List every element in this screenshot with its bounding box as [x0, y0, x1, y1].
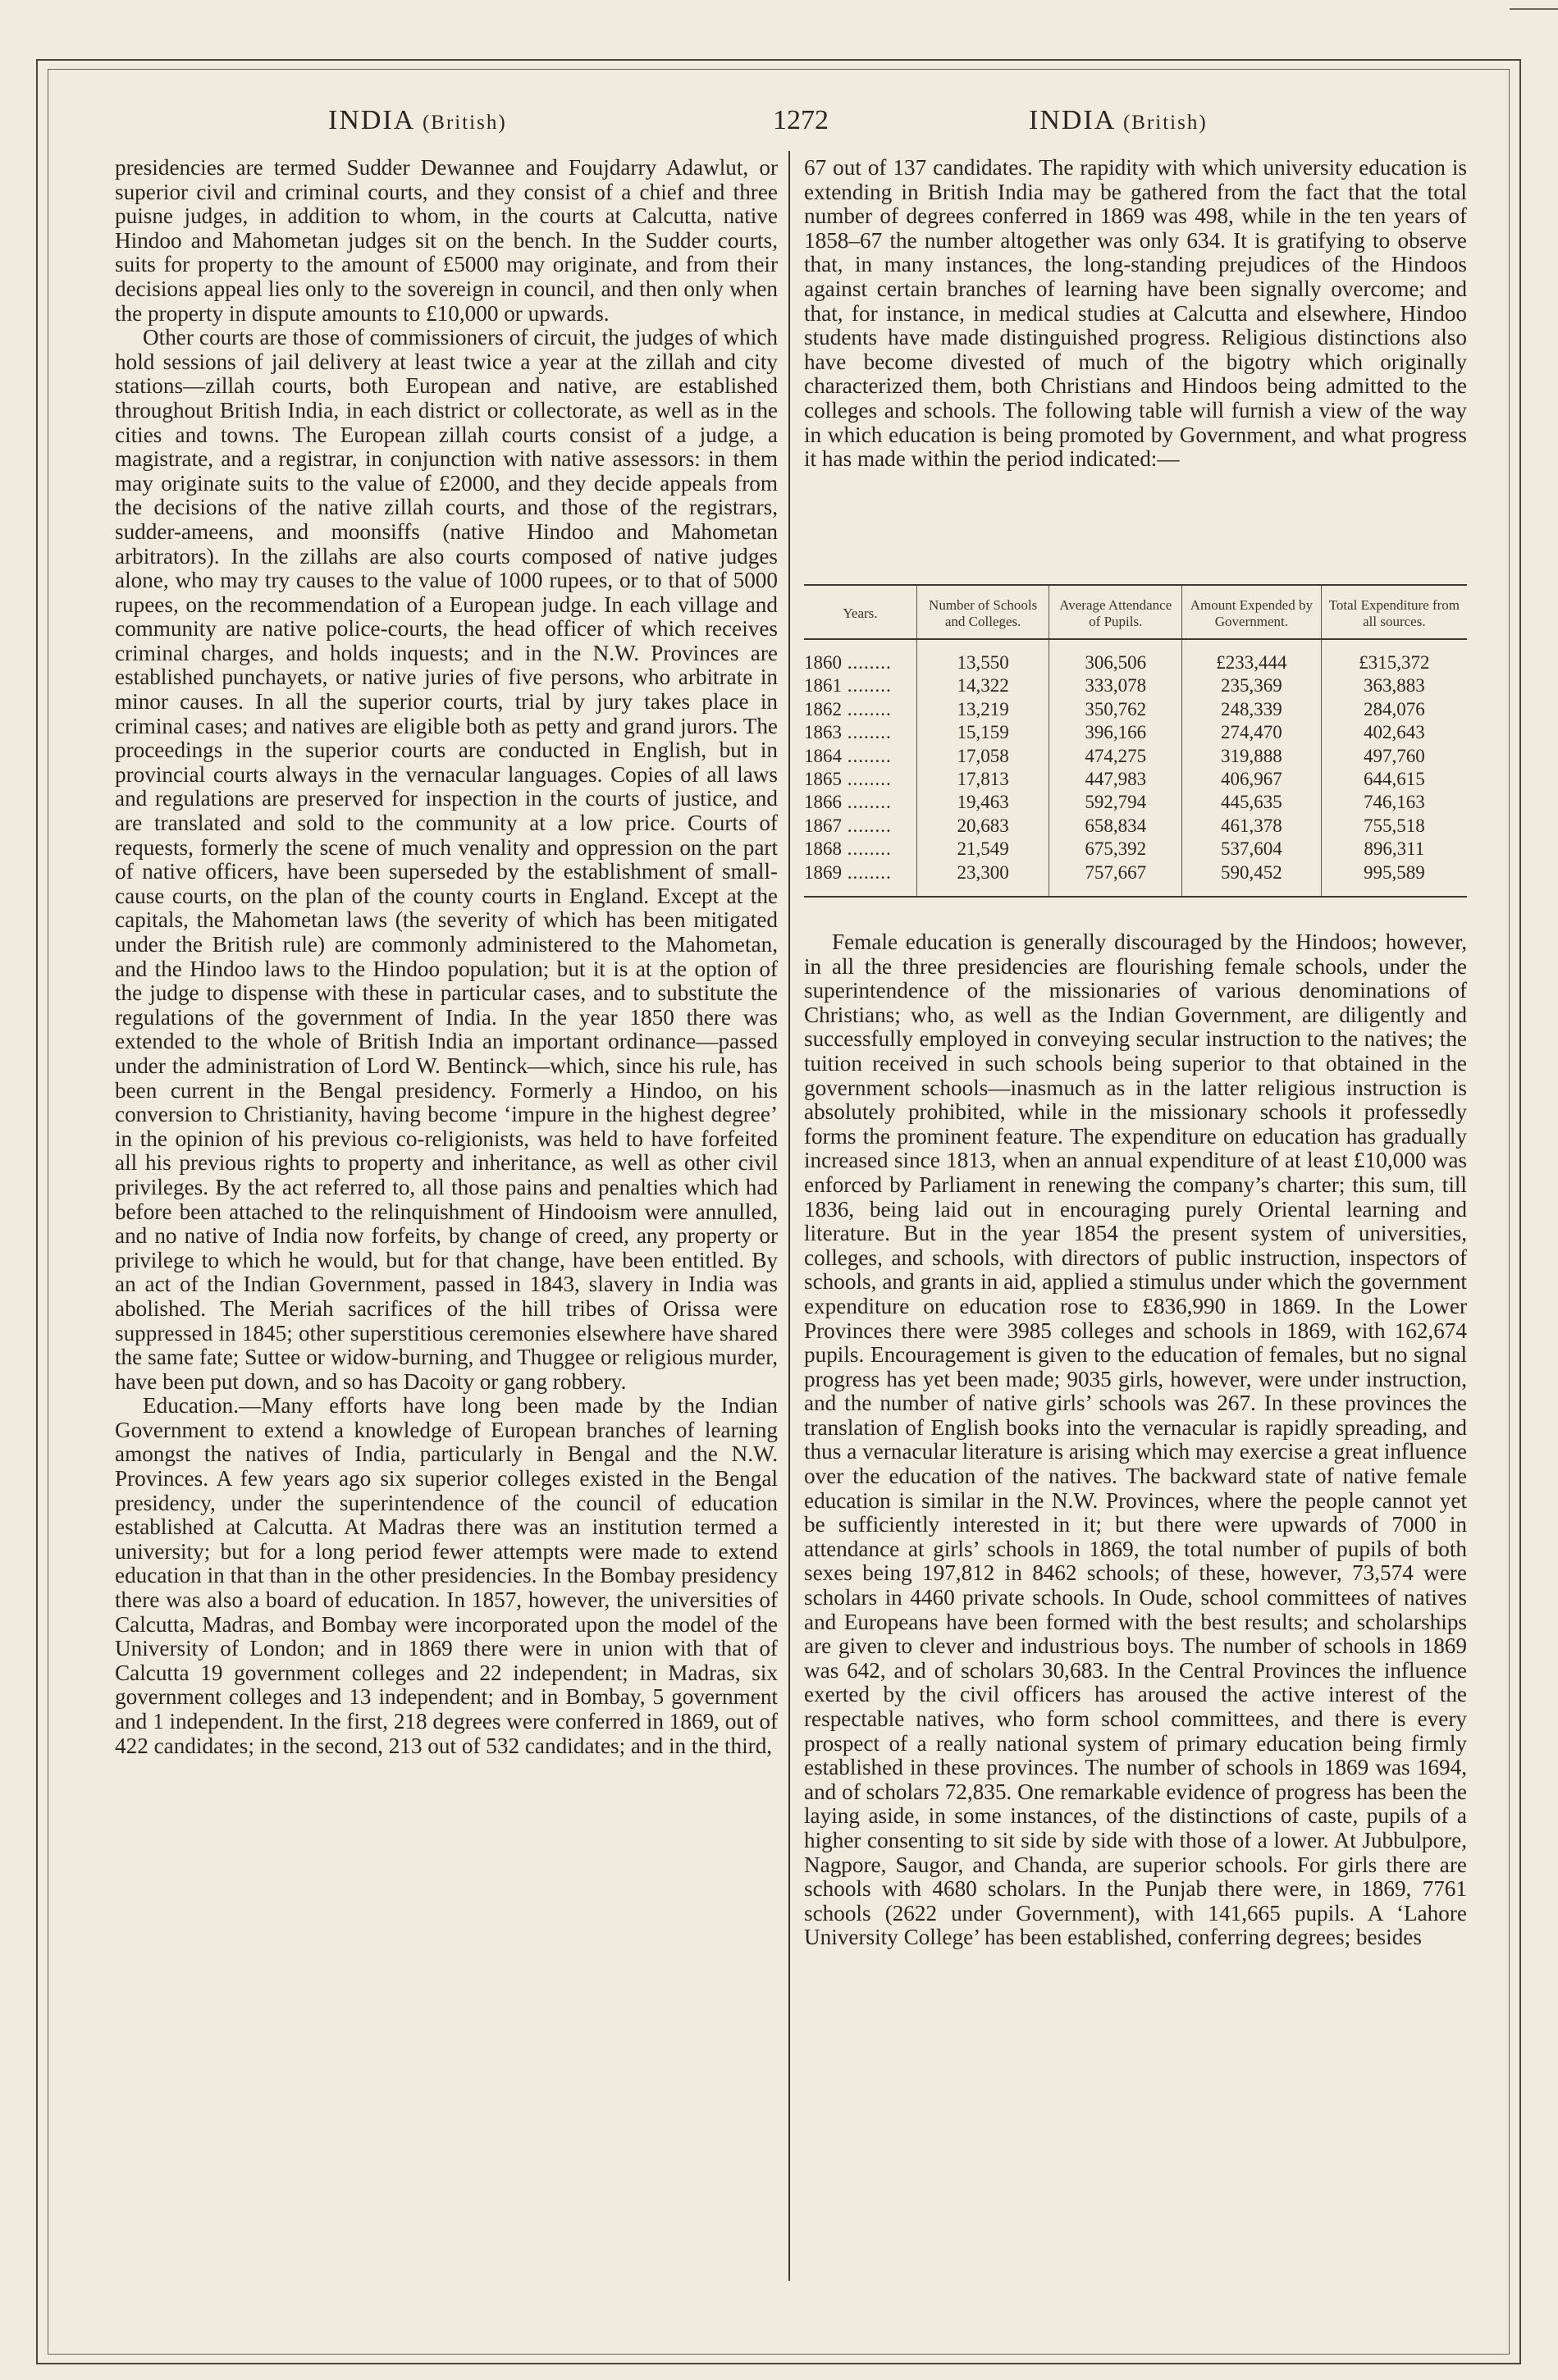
- running-head-right-sub: (British): [1122, 112, 1208, 134]
- table-row: [804, 838, 1467, 861]
- page-number: 1272: [773, 105, 829, 135]
- table-cell: 1862 .....: [804, 698, 916, 721]
- table-cell: 474,275: [1049, 745, 1182, 768]
- table-cell: 675,392: [1049, 838, 1182, 861]
- column-header: Total Expenditure from all sources.: [1321, 585, 1467, 639]
- table-row: [804, 721, 1467, 744]
- page-header: [82, 97, 1477, 146]
- table-cell: 746,163: [1321, 791, 1467, 814]
- table-cell: 363,883: [1321, 674, 1467, 697]
- table-cell: 319,888: [1182, 745, 1322, 768]
- table-row: [804, 674, 1467, 697]
- table-cell: 1863 .....: [804, 721, 916, 744]
- table-cell: 13,550: [916, 639, 1049, 674]
- table-cell: 402,643: [1321, 721, 1467, 744]
- table-row: [804, 861, 1467, 897]
- table-cell: 284,076: [1321, 698, 1467, 721]
- table-cell: 274,470: [1182, 721, 1322, 744]
- paragraph: 67 out of 137 candidates. The rapidity with which university education is extending in British India may be gathered from the fact that the total number of degrees conferred in 1869 was 498, while in the ten years of 1858–67 the number altogether was only 634. It is gratifying to observe that, in many instances, the long-standing prejudices of the Hindoos against certain branches of learning have been signally overcome; and that, for instance, in medical studies at Calcutta and elsewhere, Hindoo students have made distinguished progress. Religious distinctions also have become divested of much of the bigotry which originally characterized them, both Christians and Hindoos being admitted to the colleges and schools. The following table will furnish a view of the way in which education is being promoted by Government, and what progress it has made within the period indicated:—: [804, 155, 1467, 472]
- table-cell: 333,078: [1049, 674, 1182, 697]
- table-cell: 447,983: [1049, 768, 1182, 791]
- table-header-row: [804, 585, 1467, 639]
- table-cell: 755,518: [1321, 815, 1467, 838]
- table-cell: 306,506: [1049, 639, 1182, 674]
- table-cell: 896,311: [1321, 838, 1467, 861]
- table-cell: 658,834: [1049, 815, 1182, 838]
- paragraph: Other courts are those of commissioners of circuit, the judges of which hold sessions of jail delivery at least twice a year at the zillah and city stations—zillah courts, both European and native, are established throughout British India, in each district or collectorate, as well as in the cities and towns. The European zillah courts consist of a judge, a magistrate, and a registrar, in conjunction with native assessors: in them may originate suits to the value of £2000, and they decide appeals from the decisions of the native zillah courts, and those of the registrars, sudder-ameens, and moonsiffs (native Hindoo and Mahometan arbitrators). In the zillahs are also courts composed of native judges alone, who may try causes to the value of 1000 rupees, or to that of 5000 rupees, on the recommendation of a European judge. In each village and community are native police-courts, the head officer of which receives criminal charges, and holds inquests; and in the N.W. Provinces are established punchayets, or native juries of five persons, who arbitrate in minor causes. In all the superior courts, trial by jury takes place in criminal cases; and natives are eligible both as petty and grand jurors. The proceedings in the superior courts are conducted in English, but in provincial courts always in the vernacular languages. Copies of all laws and regulations are preserved for inspection in the courts of justice, and are translated and sold to the community at a low price. Courts of requests, formerly the scene of much venality and oppression on the part of native officers, have been superseded by the establishment of small-cause courts, on the plan of the county courts in England. Except at the capitals, the Mahometan laws (the severity of which has been mitigated under the British rule) are commonly administered to the Mahometan, and the Hindoo laws to the Hindoo population; but it is at the option of the judge to dispense with these in particular cases, and to substitute the regulations of the government of India. In the year 1850 there was extended to the whole of British India an important ordinance—passed under the administration of Lord W. Bentinck—which, since his rule, has been current in the Bengal presidency. Formerly a Hindoo, on his conversion to Christianity, having become ‘impure in the highest degree’ in the opinion of his previous co-religionists, was held to have forfeited all his previous rights to property and inheritance, as well as other civil privileges. By the act referred to, all those pains and penalties which had before been attached to the relinquishment of Hindooism were annulled, and no native of India now forfeits, by change of creed, any property or privilege to which he would, but for that change, have been entitled. By an act of the Indian Government, passed in 1843, slavery in India was abolished. The Meriah sacrifices of the hill tribes of Orissa were suppressed in 1845; other superstitious ceremonies elsewhere have shared the same fate; Suttee or widow-burning, and Thuggee or religious murder, have been put down, and so has Dacoity or gang robbery.: [115, 325, 778, 1394]
- table-cell: 19,463: [916, 791, 1049, 814]
- running-head-right: [1029, 105, 1208, 136]
- table-cell: 537,604: [1182, 838, 1322, 861]
- table-cell: 20,683: [916, 815, 1049, 838]
- table-cell: 23,300: [916, 861, 1049, 897]
- paragraph: presidencies are termed Sudder Dewannee and Foujdarry Adawlut, or superior civil and criminal courts, and they consist of a chief and three puisne judges, in addition to whom, in the courts at Calcutta, native Hindoo and Mahometan judges sit on the bench. In the Sudder courts, suits for property to the amount of £5000 may originate, and from their decisions appeal lies only to the sovereign in council, and then only when the property in dispute amounts to £10,000 or upwards.: [115, 155, 778, 326]
- column-header: Years.: [804, 585, 916, 639]
- table-cell: 248,339: [1182, 698, 1322, 721]
- table-cell: 14,322: [916, 674, 1049, 697]
- table-cell: 1860 .....: [804, 639, 916, 674]
- table-cell: 461,378: [1182, 815, 1322, 838]
- table-cell: 396,166: [1049, 721, 1182, 744]
- table-cell: £315,372: [1321, 639, 1467, 674]
- left-column: [115, 156, 778, 1758]
- table-row: [804, 639, 1467, 674]
- table-cell: 235,369: [1182, 674, 1322, 697]
- column-header: Amount Expended by Government.: [1182, 585, 1322, 639]
- paragraph: Female education is generally discouraged by the Hindoos; however, in all the three presidencies are flourishing female schools, under the superintendence of the missionaries of various denominations of Christians; who, as well as the Indian Government, are diligently and successfully employed in conveying secular instruction to the natives; the tuition received in such schools being superior to that obtained in the government schools—inasmuch as in the latter religious instruction is absolutely prohibited, while in the missionary schools it professedly forms the prominent feature. The expenditure on education has gradually increased since 1813, when an annual expenditure of at least £10,000 was enforced by Parliament in renewing the company’s charter; this sum, till 1836, being laid out in encouraging purely Oriental learning and literature. But in the year 1854 the present system of universities, colleges, and schools, with directors of public instruction, inspectors of schools, and grants in aid, applied a stimulus under which the government expenditure on education rose to £836,990 in 1869. In the Lower Provinces there were 3985 colleges and schools in 1869, with 162,674 pupils. Encouragement is given to the education of females, but no signal progress has yet been made; 9035 girls, however, were under instruction, and the number of native girls’ schools was 267. In these provinces the translation of English books into the vernacular is rapidly spreading, and thus a vernacular literature is arising which may exercise a great influence over the education of the natives. The backward state of native female education is similar in the N.W. Provinces, where the people cannot yet be sufficiently interested in it; but there were upwards of 7000 in attendance at girls’ schools in 1869, the total number of pupils of both sexes being 197,812 in 8462 schools; of these, however, 73,574 were scholars in 4460 private schools. In Oude, school committees of natives and Europeans have been formed with the best results; and scholarships are given to clever and industrious boys. The number of schools in 1869 was 642, and of scholars 30,683. In the Central Provinces the influence exerted by the civil officers has aroused the active interest of the respectable natives, who form school committees, and there is every prospect of a really national system of primary education being firmly established in these provinces. The number of schools in 1869 was 1694, and of scholars 72,835. One remarkable evidence of progress has been the laying aside, in some instances, of the distinctions of caste, pupils of a higher consenting to sit side by side with those of a lower. At Jubbulpore, Nagpore, Saugor, and Chanda, are superior schools. For girls there are schools with 4680 scholars. In the Punjab there were, in 1869, 7761 schools (2622 under Government), with 141,665 pupils. A ‘Lahore University College’ has been established, conferring degrees; besides: [804, 930, 1467, 1950]
- table-cell: 1866 .....: [804, 791, 916, 814]
- table-row: [804, 768, 1467, 791]
- table-cell: £233,444: [1182, 639, 1322, 674]
- table-cell: 590,452: [1182, 861, 1322, 897]
- table-cell: 1867 .....: [804, 815, 916, 838]
- table-cell: 1864 .....: [804, 745, 916, 768]
- table-row: [804, 745, 1467, 768]
- table-cell: 592,794: [1049, 791, 1182, 814]
- table-row: [804, 698, 1467, 721]
- table-cell: 757,667: [1049, 861, 1182, 897]
- table-cell: 497,760: [1321, 745, 1467, 768]
- table-cell: 1861 .....: [804, 674, 916, 697]
- right-column-bottom: [804, 930, 1467, 1950]
- table-cell: 406,967: [1182, 768, 1322, 791]
- table-cell: 21,549: [916, 838, 1049, 861]
- table-cell: 17,813: [916, 768, 1049, 791]
- table-row: [804, 815, 1467, 838]
- table-cell: 1869 .....: [804, 861, 916, 897]
- table-cell: 1868 .....: [804, 838, 916, 861]
- table-cell: 995,589: [1321, 861, 1467, 897]
- column-divider: [788, 151, 790, 2281]
- scan-edge-line: [1510, 8, 1558, 10]
- column-header: Average Attendance of Pupils.: [1049, 585, 1182, 639]
- column-header: Number of Schools and Colleges.: [916, 585, 1049, 639]
- right-column-top: [804, 156, 1467, 472]
- education-statistics-table: [804, 584, 1467, 898]
- table-cell: 17,058: [916, 745, 1049, 768]
- table-cell: 350,762: [1049, 698, 1182, 721]
- running-head-left-title: INDIA: [328, 105, 414, 135]
- table-row: [804, 791, 1467, 814]
- paragraph: Education.—Many efforts have long been made by the Indian Government to extend a knowledge of European branches of learning amongst the natives of India, particularly in Bengal and the N.W. Provinces. A few years ago six superior colleges existed in the Bengal presidency, under the superintendence of the council of education established at Calcutta. At Madras there was an institution termed a university; but for a long period fewer attempts were made to extend education in that than in the other presidencies. In the Bombay presidency there was also a board of education. In 1857, however, the universities of Calcutta, Madras, and Bombay were incorporated upon the model of the University of London; and in 1869 there were in union with that of Calcutta 19 government colleges and 22 independent; in Madras, six government colleges and 13 independent; and in Bombay, 5 government and 1 independent. In the first, 218 degrees were conferred in 1869, out of 422 candidates; in the second, 213 out of 532 candidates; and in the third,: [115, 1393, 778, 1758]
- running-head-left: [328, 105, 507, 136]
- running-head-right-title: INDIA: [1029, 105, 1115, 135]
- table-cell: 644,615: [1321, 768, 1467, 791]
- table-cell: 1865 .....: [804, 768, 916, 791]
- running-head-left-sub: (British): [422, 112, 507, 134]
- table-cell: 445,635: [1182, 791, 1322, 814]
- table-cell: 15,159: [916, 721, 1049, 744]
- table-cell: 13,219: [916, 698, 1049, 721]
